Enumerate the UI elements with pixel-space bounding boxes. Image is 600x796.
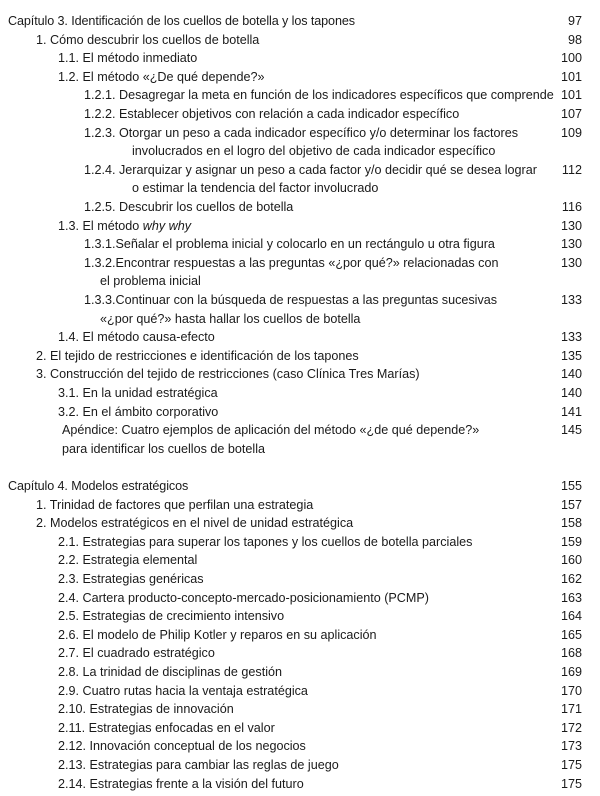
toc-entry-text [58, 328, 215, 347]
page-number: 160 [560, 553, 582, 568]
page-number: 133 [560, 293, 582, 307]
toc-entry [0, 384, 600, 403]
toc-entry-label: 2.4. Cartera producto-concepto-mercado-posicionamiento (PCMP) [58, 590, 429, 605]
page-number: 162 [560, 572, 582, 586]
toc-entry [0, 589, 600, 608]
page-number: 175 [560, 776, 582, 791]
toc-entry [0, 551, 600, 570]
toc-entry [0, 421, 600, 440]
toc-entry [0, 68, 600, 87]
page-number: 175 [560, 758, 582, 772]
toc-entry-text [132, 142, 495, 161]
toc-entry-label: 2.3. Estrategias genéricas [58, 572, 204, 586]
toc-entry-text [62, 421, 479, 440]
toc-entry-label: 2.7. El cuadrado estratégico [58, 646, 215, 661]
page-number: 112 [561, 162, 582, 177]
toc-entry [0, 533, 600, 552]
toc-entry-text [100, 272, 201, 291]
toc-entry-label: 2. Modelos estratégicos en el nivel de unidad estratégica [36, 516, 354, 531]
toc-entry-label: 1.2.5. Descubrir los cuellos de botella [84, 200, 294, 214]
toc-entry [0, 124, 600, 143]
toc-entry-text [62, 440, 265, 459]
page-number: 100 [560, 51, 582, 66]
toc-entry [0, 700, 600, 719]
toc-entry-text [132, 179, 378, 198]
page-number: 158 [560, 516, 582, 531]
toc-entry-text [58, 217, 191, 236]
toc-entry [0, 644, 600, 663]
page-number: 163 [560, 590, 582, 605]
toc-entry-label: Capítulo 4. Modelos estratégicos [8, 479, 189, 493]
toc-entry-label: Capítulo 3. Identificación de los cuellos de botella y los tapones [8, 14, 355, 28]
toc-entry-label: 1. Trinidad de factores que perfilan una estrategia [36, 497, 314, 512]
toc-entry-label: 3.2. En el ámbito corporativo [58, 404, 219, 419]
toc-entry-label: 1.2.3. Otorgar un peso a cada indicador específico y/o determinar los factores [84, 125, 519, 140]
toc-entry [0, 403, 600, 422]
toc-entry-label: 2.1. Estrategias para superar los tapones y los cuellos de botella parciales [58, 534, 473, 549]
toc-entry-text [58, 49, 197, 68]
toc-entry-text [58, 644, 215, 663]
toc-entry [0, 607, 600, 626]
toc-entry-text [36, 365, 420, 384]
toc-entry-label: 2.6. El modelo de Philip Kotler y reparos en su aplicación [58, 627, 377, 642]
toc-entry-label: 2.10. Estrategias de innovación [58, 702, 234, 717]
toc-entry-label: 1.2.4. Jerarquizar y asignar un peso a cada factor y/o decidir qué se desea lograr [84, 162, 537, 177]
toc-entry [0, 142, 600, 161]
toc-entry [0, 440, 600, 459]
toc-entry-text [8, 12, 355, 31]
toc-entry-text [58, 756, 339, 775]
toc-entry-text [36, 496, 313, 515]
toc-entry-text [8, 477, 188, 496]
page-number: 171 [560, 702, 582, 717]
toc-entry [0, 198, 600, 217]
page-number: 157 [560, 497, 582, 512]
toc-entry [0, 496, 600, 515]
toc-entry-text [58, 533, 472, 552]
toc-entry [0, 737, 600, 756]
toc-entry-text [58, 663, 282, 682]
toc-entry-text [84, 161, 537, 180]
toc-entry-label: 2.12. Innovación conceptual de los negocios [58, 739, 306, 754]
page-number: 116 [561, 200, 582, 214]
toc-entry [0, 570, 600, 589]
page-number: 140 [560, 386, 582, 400]
toc-entry [0, 179, 600, 198]
toc-entry-label: Apéndice: Cuatro ejemplos de aplicación del método «¿de qué depende?» [62, 423, 480, 438]
toc-entry-label: involucrados en el logro del objetivo de cada indicador específico [132, 144, 496, 159]
toc-entry-text [84, 291, 497, 310]
toc-entry-label: 1.2.2. Establecer objetivos con relación a cada indicador específico [84, 107, 460, 121]
toc-entry-italic: why why [142, 218, 192, 233]
toc-entry-label: «¿por qué?» hasta hallar los cuellos de botella [100, 311, 361, 326]
page-number: 164 [560, 609, 582, 624]
toc-entry-text [36, 514, 353, 533]
toc-entry-text [84, 86, 554, 105]
toc-entry [0, 775, 600, 794]
toc-entry-text [36, 31, 259, 50]
toc-entry [0, 663, 600, 682]
page-number: 141 [560, 404, 582, 419]
page-number: 168 [560, 646, 582, 661]
toc-entry-text [100, 310, 360, 329]
toc-entry-label: 1.3. El método [58, 218, 143, 233]
toc-entry [0, 347, 600, 366]
page-number: 169 [560, 665, 582, 679]
toc-entry-text [84, 198, 293, 217]
toc-entry [0, 291, 600, 310]
page-number: 133 [560, 330, 582, 345]
toc-entry-text [58, 626, 377, 645]
toc-entry-label: 2.13. Estrategias para cambiar las reglas de juego [58, 758, 339, 772]
toc-entry-label: 3. Construcción del tejido de restricciones (caso Clínica Tres Marías) [36, 367, 420, 382]
page-number: 109 [560, 125, 582, 140]
page-number: 135 [560, 348, 582, 363]
toc-entry-text [84, 124, 518, 143]
toc-entry [0, 310, 600, 329]
toc-entry-text [58, 719, 275, 738]
toc-entry [0, 365, 600, 384]
chapter-heading [0, 477, 600, 496]
toc-entry-text [58, 682, 308, 701]
toc-entry-label: el problema inicial [100, 274, 201, 289]
toc-entry-text [36, 347, 359, 366]
toc-entry [0, 235, 600, 254]
toc-entry-label: 2.14. Estrategias frente a la visión del futuro [58, 776, 304, 791]
toc-entry-text [58, 737, 306, 756]
toc-entry-text [58, 570, 204, 589]
toc-entry [0, 49, 600, 68]
toc-entry-label: 2.9. Cuatro rutas hacia la ventaja estratégica [58, 683, 308, 698]
toc-entry [0, 86, 600, 105]
toc-entry-text [58, 607, 284, 626]
toc-entry-label: 2.11. Estrategias enfocadas en el valor [58, 720, 275, 735]
toc-entry-label: 1.2.1. Desagregar la meta en función de los indicadores específicos que comprende [84, 88, 554, 103]
page-number: 140 [560, 367, 582, 382]
toc-entry [0, 105, 600, 124]
page-number: 98 [567, 32, 582, 47]
page-number: 107 [560, 107, 582, 121]
toc-entry-label: 3.1. En la unidad estratégica [58, 386, 218, 400]
toc-entry-text [58, 68, 265, 87]
toc-entry-label: 1.3.3.Continuar con la búsqueda de respuestas a las preguntas sucesivas [84, 293, 498, 307]
toc-entry-label: 1.2. El método «¿De qué depende?» [58, 69, 265, 84]
page-number: 101 [560, 88, 582, 103]
toc-entry-label: o estimar la tendencia del factor involucrado [132, 181, 379, 196]
toc-entry [0, 514, 600, 533]
toc-entry-text [58, 700, 234, 719]
page-number: 130 [560, 218, 582, 233]
toc-entry-text [58, 775, 304, 794]
page-number: 145 [560, 423, 582, 438]
page-number: 130 [560, 237, 582, 252]
toc-entry-label: 1.3.1.Señalar el problema inicial y colocarlo en un rectángulo u otra figura [84, 237, 495, 252]
toc-entry [0, 272, 600, 291]
toc-entry-label: 2.5. Estrategias de crecimiento intensivo [58, 609, 285, 624]
toc-entry [0, 682, 600, 701]
page-number: 155 [560, 479, 582, 493]
toc-entry-label: 2.8. La trinidad de disciplinas de gestión [58, 665, 283, 679]
toc-entry [0, 217, 600, 236]
toc-entry [0, 161, 600, 180]
toc-entry-label: 1. Cómo descubrir los cuellos de botella [36, 32, 260, 47]
page-number: 159 [560, 534, 582, 549]
toc-entry [0, 626, 600, 645]
toc-entry-text [58, 384, 218, 403]
toc-entry [0, 719, 600, 738]
toc-entry-text [84, 254, 498, 273]
toc-entry-label: 1.3.2.Encontrar respuestas a las preguntas «¿por qué?» relacionadas con [84, 255, 499, 270]
toc-entry-label: para identificar los cuellos de botella [62, 441, 266, 456]
page-number: 101 [560, 69, 582, 84]
toc-entry [0, 254, 600, 273]
toc-entry [0, 756, 600, 775]
page-number: 170 [560, 683, 582, 698]
page-number: 172 [560, 720, 582, 735]
toc-entry-text [84, 235, 495, 254]
toc-entry-label: 2.2. Estrategia elemental [58, 553, 198, 568]
toc-entry-text [58, 551, 197, 570]
chapter-heading [0, 12, 600, 31]
toc-entry-text [84, 105, 459, 124]
page-number: 130 [560, 255, 582, 270]
toc-entry-text [58, 589, 429, 608]
page-number: 97 [567, 14, 582, 28]
page-number: 173 [560, 739, 582, 754]
toc-entry [0, 31, 600, 50]
toc-entry-label: 1.1. El método inmediato [58, 51, 198, 66]
toc-entry-text [58, 403, 218, 422]
toc-entry-label: 2. El tejido de restricciones e identificación de los tapones [36, 348, 359, 363]
page-number: 165 [560, 627, 582, 642]
toc-entry-label: 1.4. El método causa-efecto [58, 330, 215, 345]
toc-entry [0, 328, 600, 347]
